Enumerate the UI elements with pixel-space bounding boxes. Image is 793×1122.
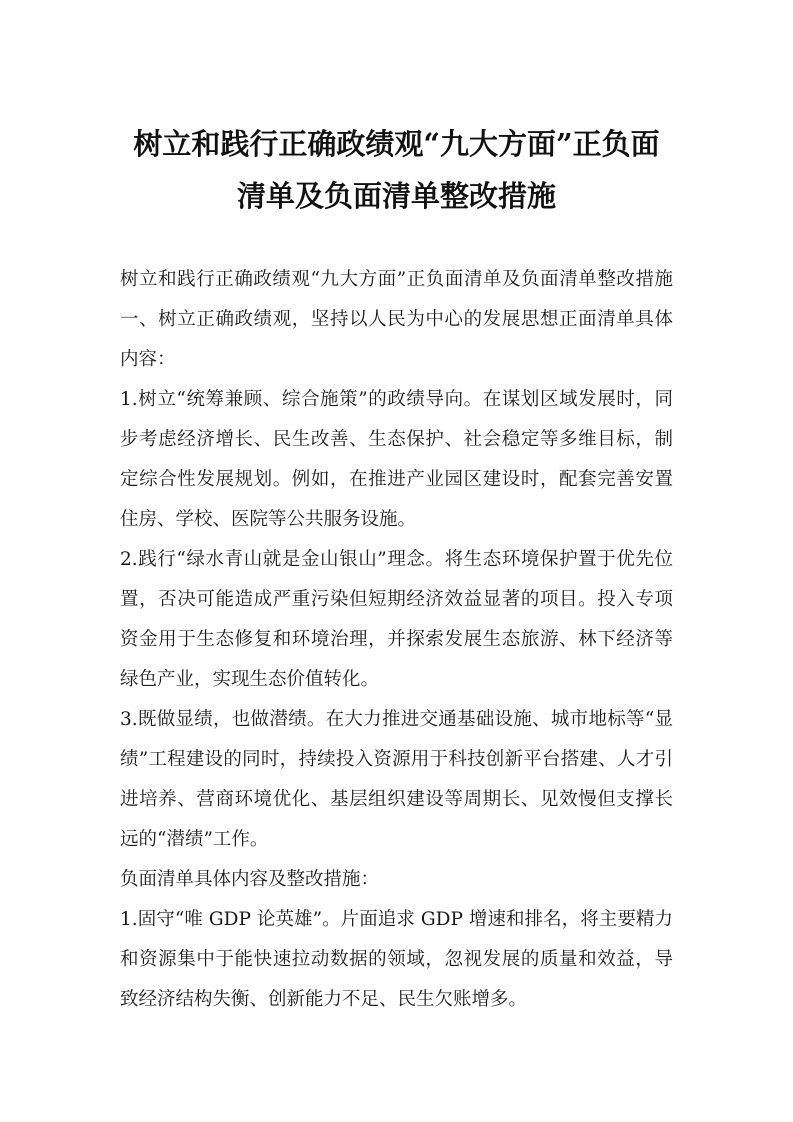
positive-item-3: 3.既做显绩，也做潜绩。在大力推进交通基础设施、城市地标等“显绩”工程建设的同时，持续投入资源用于科技创新平台搭建、人才引进培养、营商环境优化、基层组织建设等周期长、见效慢但支撑长远的“潜绩”工作。 bbox=[120, 709, 673, 850]
negative-item-1: 1.固守“唯 GDP 论英雄”。片面追求 GDP 增速和排名，将主要精力和资源集中于能快速拉动数据的领域，忽视发展的质量和效益，导致经济结构失衡、创新能力不足、民生欠账增多。 bbox=[120, 909, 673, 1010]
document-title bbox=[120, 118, 673, 222]
positive-item-2: 2.践行“绿水青山就是金山银山”理念。将生态环境保护置于优先位置，否决可能造成严重污染但短期经济效益显著的项目。投入专项资金用于生态修复和环境治理，并探索发展生态旅游、林下经济等绿色产业，实现生态价值转化。 bbox=[120, 549, 673, 690]
intro-paragraph: 树立和践行正确政绩观“九大方面”正负面清单及负面清单整改措施一、树立正确政绩观，坚持以人民为中心的发展思想正面清单具体内容： bbox=[120, 269, 673, 370]
negative-list-heading: 负面清单具体内容及整改措施： bbox=[120, 869, 380, 890]
document-body bbox=[120, 260, 673, 1020]
positive-item-1: 1.树立“统筹兼顾、综合施策”的政绩导向。在谋划区域发展时，同步考虑经济增长、民生改善、生态保护、社会稳定等多维目标，制定综合性发展规划。例如，在推进产业园区建设时，配套完善安置住房、学校、医院等公共服务设施。 bbox=[120, 389, 673, 530]
title-line-2: 清单及负面清单整改措施 bbox=[236, 179, 556, 213]
title-line-1: 树立和践行正确政绩观“九大方面”正负面 bbox=[133, 127, 660, 161]
